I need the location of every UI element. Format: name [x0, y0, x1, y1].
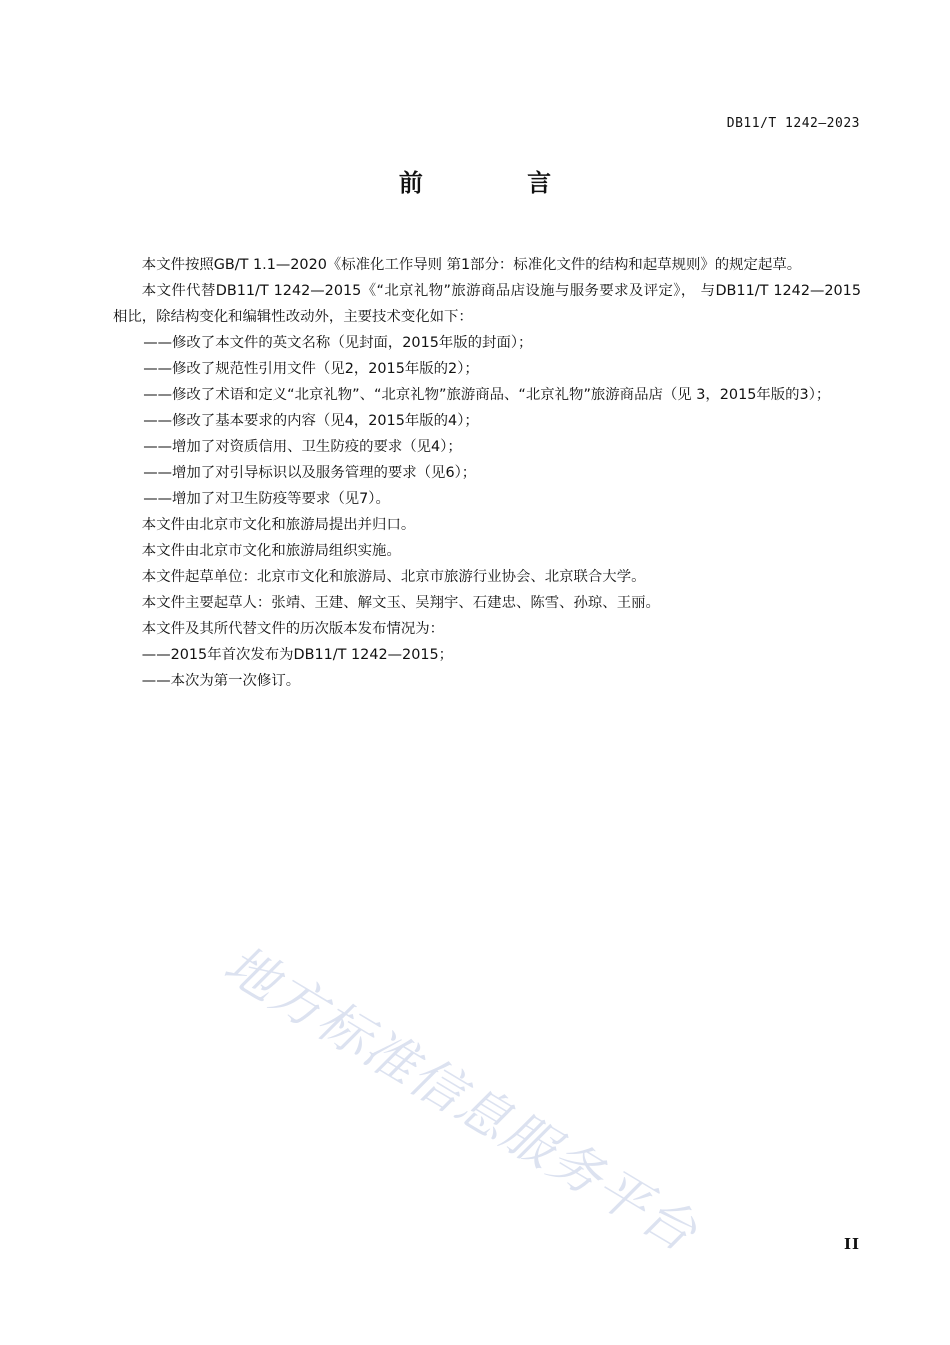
list-item: ——修改了规范性引用文件（见2，2015年版的2）；: [143, 361, 479, 377]
list-item: ——修改了术语和定义“北京礼物”、“北京礼物”旅游商品、“北京礼物”旅游商品店（见 3，2015年版的3）；: [143, 387, 831, 403]
list-item: ——2015年首次发布为DB11/T 1242—2015；: [141, 647, 454, 663]
list-item: ——增加了对卫生防疫等要求（见7）。: [143, 491, 390, 507]
page-number: II: [843, 1235, 860, 1253]
paragraph-proposer: 本文件由北京市文化和旅游局提出并归口。: [141, 517, 416, 533]
watermark: 地方标准信息服务平台: [213, 934, 708, 1265]
page-title: 前 言: [398, 169, 600, 197]
paragraph-replacement: 本文件代替DB11/T 1242—2015《“北京礼物”旅游商品店设施与服务要求及评定》， 与DB11/T 1242—2015相比，除结构变化和编辑性改动外，主要技术变化如下：: [113, 283, 861, 325]
list-item: ——增加了对资质信用、卫生防疫的要求（见4）；: [143, 439, 462, 455]
paragraph-drafters: 本文件主要起草人：张靖、王建、解文玉、吴翔宇、石建忠、陈雪、孙琼、王丽。: [141, 595, 660, 611]
foreword-body: [113, 252, 861, 694]
paragraph-drafting-units: 本文件起草单位：北京市文化和旅游局、北京市旅游行业协会、北京联合大学。: [141, 569, 646, 585]
list-item: ——修改了本文件的英文名称（见封面，2015年版的封面）；: [143, 335, 533, 351]
changes-list: [113, 330, 861, 512]
paragraph-history-intro: 本文件及其所代替文件的历次版本发布情况为：: [141, 621, 445, 637]
paragraph-implementer: 本文件由北京市文化和旅游局组织实施。: [141, 543, 401, 559]
list-item: ——修改了基本要求的内容（见4，2015年版的4）；: [143, 413, 479, 429]
list-item: ——本次为第一次修订。: [141, 673, 301, 689]
list-item: ——增加了对引导标识以及服务管理的要求（见6）；: [143, 465, 477, 481]
history-list: [113, 642, 861, 694]
document-code: DB11/T 1242—2023: [726, 116, 860, 131]
paragraph-drafting-rules: 本文件按照GB/T 1.1—2020《标准化工作导则 第1部分：标准化文件的结构和起草规则》的规定起草。: [141, 257, 802, 273]
